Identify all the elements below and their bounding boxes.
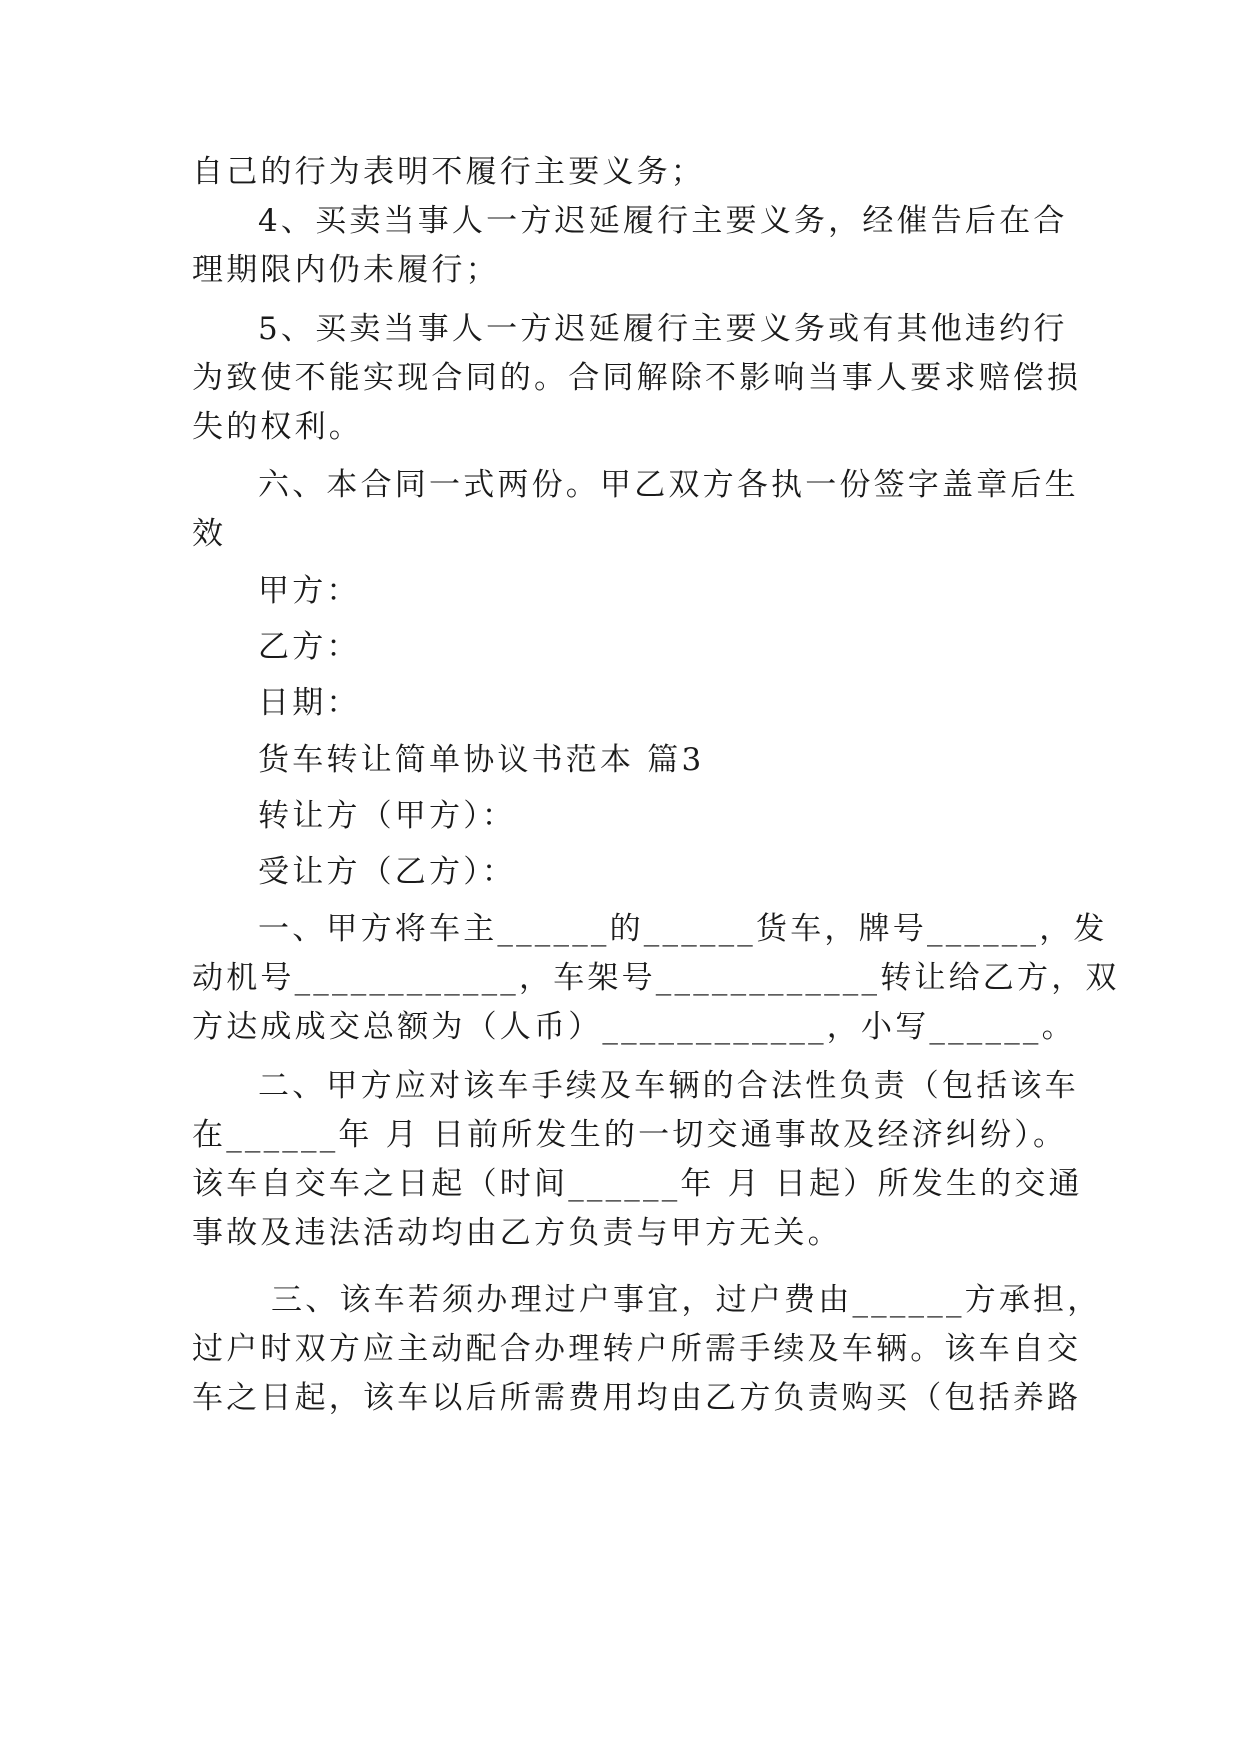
party-a-label: 甲方： [258,573,361,609]
text-line: 二、甲方应对该车手续及车辆的合法性负责（包括该车 [258,1068,1079,1104]
text-line: 事故及违法活动均由乙方负责与甲方无关。 [192,1215,842,1251]
text-line: 动机号____________，车架号____________转让给乙方，双 [192,960,1120,996]
text-line: 六、本合同一式两份。甲乙双方各执一份签字盖章后生 [258,467,1079,503]
text-line: 自己的行为表明不履行主要义务； [192,154,705,190]
text-line: 车之日起，该车以后所需费用均由乙方负责购买（包括养路 [192,1380,1082,1416]
text-line: 效 [192,516,227,552]
transferor-label: 转让方（甲方）： [258,798,517,834]
text-line: 5、买卖当事人一方迟延履行主要义务或有其他违约行 [258,311,1068,347]
text-line: 在______年 月 日前所发生的一切交通事故及经济纠纷）。 [192,1117,1068,1153]
text-line: 一、甲方将车主______的______货车，牌号______，发 [258,911,1108,947]
party-b-label: 乙方： [258,629,361,665]
transferee-label: 受让方（乙方）： [258,854,517,890]
text-line: 为致使不能实现合同的。合同解除不影响当事人要求赔偿损 [192,360,1082,396]
text-line: 三、该车若须办理过户事宜，过户费由______方承担， [258,1282,1102,1318]
text-line: 该车自交车之日起（时间______年 月 日起）所发生的交通 [192,1166,1083,1202]
text-line: 失的权利。 [192,409,363,445]
date-label: 日期： [258,685,361,721]
text-line: 方达成成交总额为（人币）____________，小写______。 [192,1009,1076,1045]
text-line: 4、买卖当事人一方迟延履行主要义务，经催告后在合 [258,203,1068,239]
section-title: 货车转让简单协议书范本 篇3 [258,742,705,778]
text-line: 理期限内仍未履行； [192,252,500,288]
text-line: 过户时双方应主动配合办理转户所需手续及车辆。该车自交 [192,1331,1082,1367]
